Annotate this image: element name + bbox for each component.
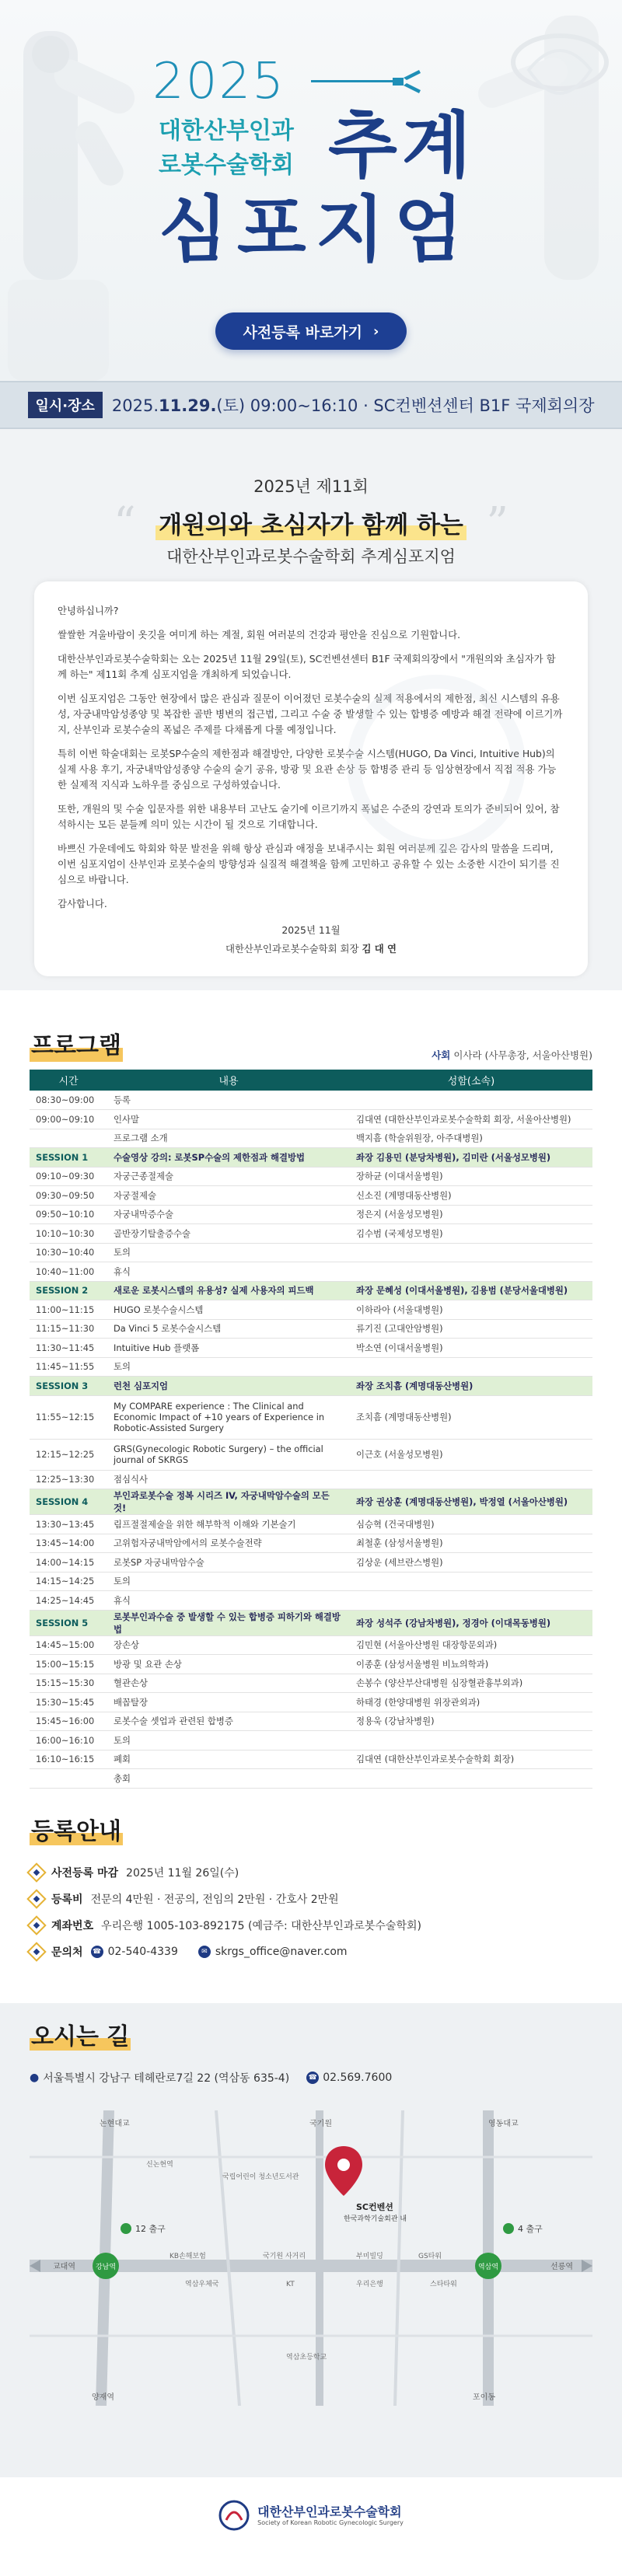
table-row	[30, 1635, 592, 1655]
cell-speaker: 이종훈 (삼성서울병원 비뇨의학과)	[350, 1655, 592, 1674]
table-row	[30, 1731, 592, 1750]
table-row	[30, 1655, 592, 1674]
cell-speaker: 이근호 (서울성모병원)	[350, 1439, 592, 1470]
column-header-topic: 내용	[107, 1070, 350, 1091]
table-row	[30, 1439, 592, 1470]
cell-time: 16:00~16:10	[30, 1731, 107, 1750]
venue-name-label: SC컨벤션	[356, 2201, 393, 2212]
society-logo-icon	[218, 2500, 250, 2531]
hero-title-line2: 심포지엄	[159, 188, 473, 271]
cell-speaker: 백지흠 (학술위원장, 아주대병원)	[350, 1129, 592, 1148]
column-header-time: 시간	[30, 1070, 107, 1091]
cell-time: 10:10~10:30	[30, 1224, 107, 1244]
table-row	[30, 1693, 592, 1712]
cell-topic: HUGO 로봇수술시스템	[107, 1300, 350, 1320]
cell-speaker	[350, 1243, 592, 1262]
deadline-label: 사전등록 마감	[51, 1866, 119, 1880]
cell-time: 16:10~16:15	[30, 1750, 107, 1769]
footer-logo	[0, 2484, 622, 2546]
date-prefix: 2025.	[111, 396, 159, 415]
contact-email[interactable]	[198, 1946, 348, 1958]
cell-time: 11:15~11:30	[30, 1319, 107, 1339]
hero-year: 2025	[152, 53, 285, 110]
cell-topic: 토의	[107, 1357, 350, 1377]
table-row	[30, 1534, 592, 1553]
letter-paragraph: 또한, 개원의 및 수술 입문자를 위한 내용부터 고난도 술기에 이르기까지 폭넓은 수준의 강연과 토의가 준비되어 있어, 참석하시는 모든 분들께 의미 있는 시간이 될 것으로 기대합니다.	[58, 803, 560, 830]
cell-time: 15:15~15:30	[30, 1674, 107, 1693]
poi-label: KT	[286, 2280, 295, 2288]
decorative-line	[311, 80, 395, 82]
letter-paragraph: 감사합니다.	[58, 898, 107, 909]
poi-label: GS타워	[418, 2252, 442, 2260]
cell-time: 08:30~09:00	[30, 1091, 107, 1110]
exit-marker-icon	[121, 2223, 131, 2234]
register-button[interactable]	[215, 312, 407, 350]
cell-topic: 점심식사	[107, 1470, 350, 1489]
cell-topic: 배꼽탈장	[107, 1693, 350, 1712]
north-left-label: 논현대교	[100, 2119, 130, 2128]
letter-paragraph: 바쁘신 가운데에도 학회와 학문 발전을 위해 항상 관심과 애정을 보내주시는 회원 여러분께 깊은 감사의 말씀을 드리며, 이번 심포지엄이 산부인과 로봇수술의 방향성과 실질적 해결책을 함께 고민하고 공유할 수 있는 소중한 시간이 되기를 진심으로 바랍니다.	[58, 843, 560, 885]
table-row	[30, 1091, 592, 1110]
fee-label: 등록비	[51, 1893, 83, 1906]
cell-time: 14:15~14:25	[30, 1572, 107, 1591]
letter-paragraph: 안녕하십니까?	[58, 605, 119, 616]
cell-topic: Intuitive Hub 플랫폼	[107, 1339, 350, 1358]
table-row	[30, 1712, 592, 1731]
cell-time: 14:00~14:15	[30, 1553, 107, 1572]
table-row	[30, 1515, 592, 1534]
letter-paragraph: 쌀쌀한 겨울바람이 옷깃을 여미게 하는 계절, 회원 여러분의 건강과 평안을 진심으로 기원합니다.	[58, 629, 461, 641]
cell-topic: GRS(Gynecologic Robotic Surgery) – the official journal of SKRGS	[107, 1439, 350, 1470]
program-table-header	[30, 1070, 592, 1091]
cell-time: 12:25~13:30	[30, 1470, 107, 1489]
cell-speaker: 김대연 (대한산부인과로봇수술학회 회장)	[350, 1750, 592, 1769]
exit-right-label: 4 출구	[518, 2223, 543, 2234]
south-left-label: 양재역	[92, 2393, 114, 2402]
letter-date: 2025년 11월	[281, 924, 341, 936]
cell-time: 15:30~15:45	[30, 1693, 107, 1712]
date-bold: 11.29.	[159, 396, 217, 415]
column-header-speaker: 성함(소속)	[350, 1070, 592, 1091]
cell-topic: 토의	[107, 1731, 350, 1750]
date-location-text	[112, 393, 595, 417]
table-row	[30, 1205, 592, 1224]
table-row	[30, 1319, 592, 1339]
cell-speaker: 정은지 (서울성모병원)	[350, 1205, 592, 1224]
table-row	[30, 1470, 592, 1489]
cell-speaker: 정용욱 (강남차병원)	[350, 1712, 592, 1731]
location-pin-icon: ●	[30, 2071, 40, 2084]
cell-time: 11:00~11:15	[30, 1300, 107, 1320]
table-row	[30, 1110, 592, 1129]
diamond-bullet-icon	[26, 1862, 46, 1882]
cell-topic: 휴식	[107, 1262, 350, 1282]
cell-speaker: 최철훈 (삼성서울병원)	[350, 1534, 592, 1553]
cell-time: 15:00~15:15	[30, 1655, 107, 1674]
table-row	[30, 1300, 592, 1320]
cell-time	[30, 1129, 107, 1148]
table-row	[30, 1591, 592, 1611]
phone-text: 02-540-4339	[107, 1945, 178, 1958]
venue-phone-text: 02.569.7600	[323, 2071, 393, 2084]
edition-text: 2025년 제11회	[253, 477, 369, 496]
cell-speaker	[350, 1591, 592, 1611]
contact-label: 문의처	[51, 1946, 83, 1959]
table-row	[30, 1224, 592, 1244]
program-table	[30, 1070, 592, 1789]
cell-time: 09:10~09:30	[30, 1167, 107, 1186]
cell-speaker: 김민현 (서울아산병원 대장항문외과)	[350, 1635, 592, 1655]
cell-topic: 수술영상 강의: 로봇SP수술의 제한점과 해결방법	[107, 1148, 350, 1168]
south-right-label: 포이동	[473, 2393, 495, 2402]
venue-sub-label: 한국과학기술회관 내	[344, 2215, 407, 2223]
table-row	[30, 1167, 592, 1186]
registration-title: 등록안내	[31, 1817, 121, 1845]
headline: 개원의와 초심자가 함께 하는	[156, 505, 466, 540]
cell-topic: My COMPARE experience : The Clinical and Economic Impact of +10 years of Experience in Robotic-Assisted Surgery	[107, 1395, 350, 1439]
yeoksam-station-label: 역삼역	[477, 2263, 499, 2271]
hero-org-line1: 대한산부인과	[159, 117, 294, 145]
poi-label: 부미빌딩	[356, 2252, 383, 2260]
cell-time: 10:30~10:40	[30, 1243, 107, 1262]
exit-marker-icon	[503, 2223, 514, 2234]
cell-topic: 자궁내막증수술	[107, 1205, 350, 1224]
table-row	[30, 1395, 592, 1439]
cell-time: 11:45~11:55	[30, 1357, 107, 1377]
hero-org-line2: 로봇수술학회	[159, 152, 294, 179]
intro-subtitle: 대한산부인과로봇수술학회 추계심포지엄	[166, 547, 456, 566]
letter-paragraph: 특히 이번 학술대회는 로봇SP수술의 제한점과 해결방안, 다양한 로봇수술 시스템(HUGO, Da Vinci, Intuitive Hub)의 실제 사용 후기, 자궁내막암성종양 수술의 술기 공유, 방광 및 요관 손상 등 합병증 관리 등 임상현장에서 직접 적용 가능한 실제적 지식과 노하우를 중심으로 구성하였습니다.	[58, 748, 557, 791]
cell-speaker	[350, 1769, 592, 1789]
footer-org-en: Society of Korean Robotic Gynecologic Surgery	[257, 2518, 404, 2526]
robotic-gripper-icon	[393, 68, 424, 95]
directions-title: 오시는 길	[31, 2023, 130, 2051]
list-item	[30, 1865, 592, 1880]
account-value: 우리은행 1005-103-892175 (예금주: 대한산부인과로봇수술학회)	[101, 1919, 421, 1932]
poi-label: 신논현역	[146, 2160, 173, 2169]
cell-speaker: 김상운 (세브란스병원)	[350, 1553, 592, 1572]
deadline-value: 2025년 11월 26일(수)	[126, 1866, 239, 1880]
cell-topic: 로봇수술 셋업과 관련된 합병증	[107, 1712, 350, 1731]
host-value: 이사라 (사무총장, 서울아산병원)	[453, 1049, 592, 1061]
program-host	[432, 1048, 592, 1062]
cell-speaker	[350, 1731, 592, 1750]
cell-topic: 토의	[107, 1572, 350, 1591]
poi-label: 역삼우체국	[185, 2280, 219, 2288]
cell-time: 13:45~14:00	[30, 1534, 107, 1553]
poi-label: 스타타워	[430, 2280, 457, 2288]
diamond-bullet-icon	[26, 1889, 46, 1908]
register-button-label: 사전등록 바로가기	[243, 323, 363, 341]
north-mid-label: 국기원	[309, 2119, 332, 2128]
cell-time: SESSION 5	[30, 1610, 107, 1635]
session-row	[30, 1610, 592, 1635]
cell-topic: 폐회	[107, 1750, 350, 1769]
directions-section	[0, 2003, 622, 2477]
letter-paragraph: 이번 심포지엄은 그동안 현장에서 많은 관심과 질문이 이어졌던 로봇수술의 실제 적용에서의 제한점, 최신 시스템의 유용성, 자궁내막암성종양 및 복잡한 골반 병변의 접근법, 그리고 수술 중 발생할 수 있는 합병증 예방과 해결 전략에 이르기까지, 산부인과 로봇수술의 폭넓은 주제를 다채롭게 다룰 예정입니다.	[58, 693, 563, 735]
hero-banner	[0, 0, 622, 381]
registration-section	[0, 1817, 622, 1960]
session-row	[30, 1489, 592, 1515]
cell-time: SESSION 3	[30, 1377, 107, 1396]
cell-speaker	[350, 1572, 592, 1591]
cell-time: 14:45~15:00	[30, 1635, 107, 1655]
cell-speaker: 조치흠 (계명대동산병원)	[350, 1395, 592, 1439]
cell-speaker	[350, 1262, 592, 1282]
headline-wrap	[0, 498, 622, 549]
cell-time: 14:25~14:45	[30, 1591, 107, 1611]
close-quote-icon: ”	[486, 498, 508, 549]
table-row	[30, 1186, 592, 1206]
cell-speaker: 손봉수 (양산부산대병원 심장혈관흉부외과)	[350, 1674, 592, 1693]
open-quote-icon: “	[114, 498, 136, 549]
cell-topic: 총회	[107, 1769, 350, 1789]
cell-topic: 토의	[107, 1243, 350, 1262]
location-map[interactable]	[30, 2110, 592, 2406]
cell-topic: 런천 심포지엄	[107, 1377, 350, 1396]
table-row	[30, 1129, 592, 1148]
chevron-right-icon: ›	[373, 323, 379, 340]
poi-label: 우리은행	[356, 2280, 383, 2288]
address-row	[30, 2070, 592, 2086]
session-row	[30, 1281, 592, 1300]
cell-speaker: 신소진 (계명대동산병원)	[350, 1186, 592, 1206]
poi-label: 국립어린이 청소년도서관	[222, 2173, 299, 2181]
cell-topic: 로봇SP 자궁내막암수술	[107, 1553, 350, 1572]
exit-left-label: 12 출구	[135, 2223, 166, 2234]
cell-topic: 고위험자궁내막암에서의 로봇수술전략	[107, 1534, 350, 1553]
host-label: 사회	[432, 1049, 451, 1061]
cell-topic: 자궁절제술	[107, 1186, 350, 1206]
cell-time: SESSION 1	[30, 1148, 107, 1168]
table-row	[30, 1750, 592, 1769]
list-item	[30, 1891, 592, 1907]
program-header	[30, 1031, 592, 1062]
poi-label: 국기원 사거리	[263, 2252, 306, 2260]
cell-speaker: 류기진 (고대안암병원)	[350, 1319, 592, 1339]
cell-topic: 새로운 로봇시스템의 유용성? 실제 사용자의 피드백	[107, 1281, 350, 1300]
table-row	[30, 1769, 592, 1789]
greeting-letter	[34, 581, 588, 976]
table-row	[30, 1339, 592, 1358]
account-label: 계좌번호	[51, 1919, 94, 1932]
date-rest: (토) 09:00~16:10 · SC컨벤션센터 B1F 국제회의장	[216, 396, 595, 415]
registration-list	[30, 1865, 592, 1960]
cell-speaker: 좌장 권상훈 (계명대동산병원), 박정열 (서울아산병원)	[350, 1489, 592, 1515]
cell-speaker: 장하균 (이대서울병원)	[350, 1167, 592, 1186]
cell-speaker: 김수범 (국제성모병원)	[350, 1224, 592, 1244]
address-text: 서울특별시 강남구 테헤란로7길 22 (역삼동 635-4)	[43, 2072, 290, 2085]
east-label: 선릉역	[550, 2262, 573, 2271]
cell-time	[30, 1769, 107, 1789]
fee-value: 전문의 4만원 · 전공의, 전임의 2만원 · 간호사 2만원	[90, 1893, 339, 1906]
cell-time: 11:55~12:15	[30, 1395, 107, 1439]
poi-label: KB손해보험	[169, 2252, 206, 2260]
cell-speaker: 김대연 (대한산부인과로봇수술학회 회장, 서울아산병원)	[350, 1110, 592, 1129]
mail-icon: ✉	[198, 1946, 211, 1958]
letter-paragraph: 대한산부인과로봇수술학회는 오는 2025년 11월 29일(토), SC컨벤션센터 B1F 국제회의장에서 "개원의와 초심자가 함께 하는" 제11회 추계 심포지엄을 개최하게 되었습니다.	[58, 653, 556, 680]
cell-topic: 프로그램 소개	[107, 1129, 350, 1148]
list-item	[30, 1918, 592, 1933]
program-title: 프로그램	[30, 1031, 123, 1062]
diamond-bullet-icon	[26, 1942, 46, 1961]
list-item	[30, 1944, 592, 1960]
cell-speaker	[350, 1091, 592, 1110]
signature-name: 김 대 연	[362, 943, 397, 955]
cell-topic: 자궁근종절제술	[107, 1167, 350, 1186]
cell-speaker: 좌장 문혜성 (이대서울병원), 김용범 (분당서울대병원)	[350, 1281, 592, 1300]
cell-topic: 부인과로봇수술 정복 시리즈 IV, 자궁내막암수술의 모든 것!	[107, 1489, 350, 1515]
cell-topic: 로봇부인과수술 중 발생할 수 있는 합병증 피하기와 해결방법	[107, 1610, 350, 1635]
venue-phone[interactable]	[306, 2072, 392, 2084]
phone-icon: ☎	[91, 1946, 103, 1958]
cell-topic: 골반장기탈출증수술	[107, 1224, 350, 1244]
contact-phone[interactable]	[91, 1946, 178, 1958]
cell-topic: 방광 및 요관 손상	[107, 1655, 350, 1674]
cell-topic: 혈관손상	[107, 1674, 350, 1693]
cell-time: SESSION 2	[30, 1281, 107, 1300]
table-row	[30, 1357, 592, 1377]
email-text: skrgs_office@naver.com	[215, 1945, 348, 1958]
gangnam-station-label: 강남역	[95, 2263, 117, 2271]
footer-org-name: 대한산부인과로봇수술학회	[257, 2504, 402, 2519]
cell-time: 09:30~09:50	[30, 1186, 107, 1206]
cell-topic: 휴식	[107, 1591, 350, 1611]
signature-title: 대한산부인과로봇수술학회 회장	[225, 943, 359, 955]
cell-topic: 장손상	[107, 1635, 350, 1655]
cell-topic: 인사말	[107, 1110, 350, 1129]
cell-time: 10:40~11:00	[30, 1262, 107, 1282]
cell-topic: 등록	[107, 1091, 350, 1110]
phone-icon: ☎	[306, 2072, 319, 2084]
cell-time: 09:50~10:10	[30, 1205, 107, 1224]
cell-speaker: 하태경 (한양대병원 위장관외과)	[350, 1693, 592, 1712]
session-row	[30, 1148, 592, 1168]
table-row	[30, 1262, 592, 1282]
cell-topic: 림프절절제술을 위한 해부학적 이해와 기본술기	[107, 1515, 350, 1534]
cell-speaker: 좌장 김용민 (분당차병원), 김미란 (서울성모병원)	[350, 1148, 592, 1168]
cell-speaker: 좌장 조치흠 (계명대동산병원)	[350, 1377, 592, 1396]
west-label: 교대역	[53, 2262, 75, 2271]
cell-time: 12:15~12:25	[30, 1439, 107, 1470]
cell-time: 13:30~13:45	[30, 1515, 107, 1534]
letter-signature	[58, 941, 564, 957]
cell-time: 11:30~11:45	[30, 1339, 107, 1358]
greeting-section	[0, 429, 622, 990]
hero-title-line1: 추계	[328, 104, 476, 187]
cell-speaker: 이하라아 (서울대병원)	[350, 1300, 592, 1320]
date-location-bar	[0, 381, 622, 429]
table-row	[30, 1553, 592, 1572]
cell-speaker: 좌장 성석주 (강남차병원), 정경아 (이대목동병원)	[350, 1610, 592, 1635]
address	[30, 2070, 289, 2086]
cell-time: 15:45~16:00	[30, 1712, 107, 1731]
program-section	[0, 1031, 622, 1789]
poi-label: 역삼초등학교	[286, 2353, 327, 2361]
session-row	[30, 1377, 592, 1396]
society-watermark	[347, 675, 526, 853]
cell-topic: Da Vinci 5 로봇수술시스템	[107, 1319, 350, 1339]
table-row	[30, 1243, 592, 1262]
cell-time: 09:00~09:10	[30, 1110, 107, 1129]
cell-speaker: 심승혁 (건국대병원)	[350, 1515, 592, 1534]
date-location-tag: 일시·장소	[28, 392, 103, 418]
diamond-bullet-icon	[26, 1915, 46, 1935]
table-row	[30, 1572, 592, 1591]
cell-speaker	[350, 1357, 592, 1377]
cell-speaker	[350, 1470, 592, 1489]
table-row	[30, 1674, 592, 1693]
cell-time: SESSION 4	[30, 1489, 107, 1515]
cell-speaker: 박소연 (이대서울병원)	[350, 1339, 592, 1358]
north-right-label: 영동대교	[488, 2119, 519, 2128]
